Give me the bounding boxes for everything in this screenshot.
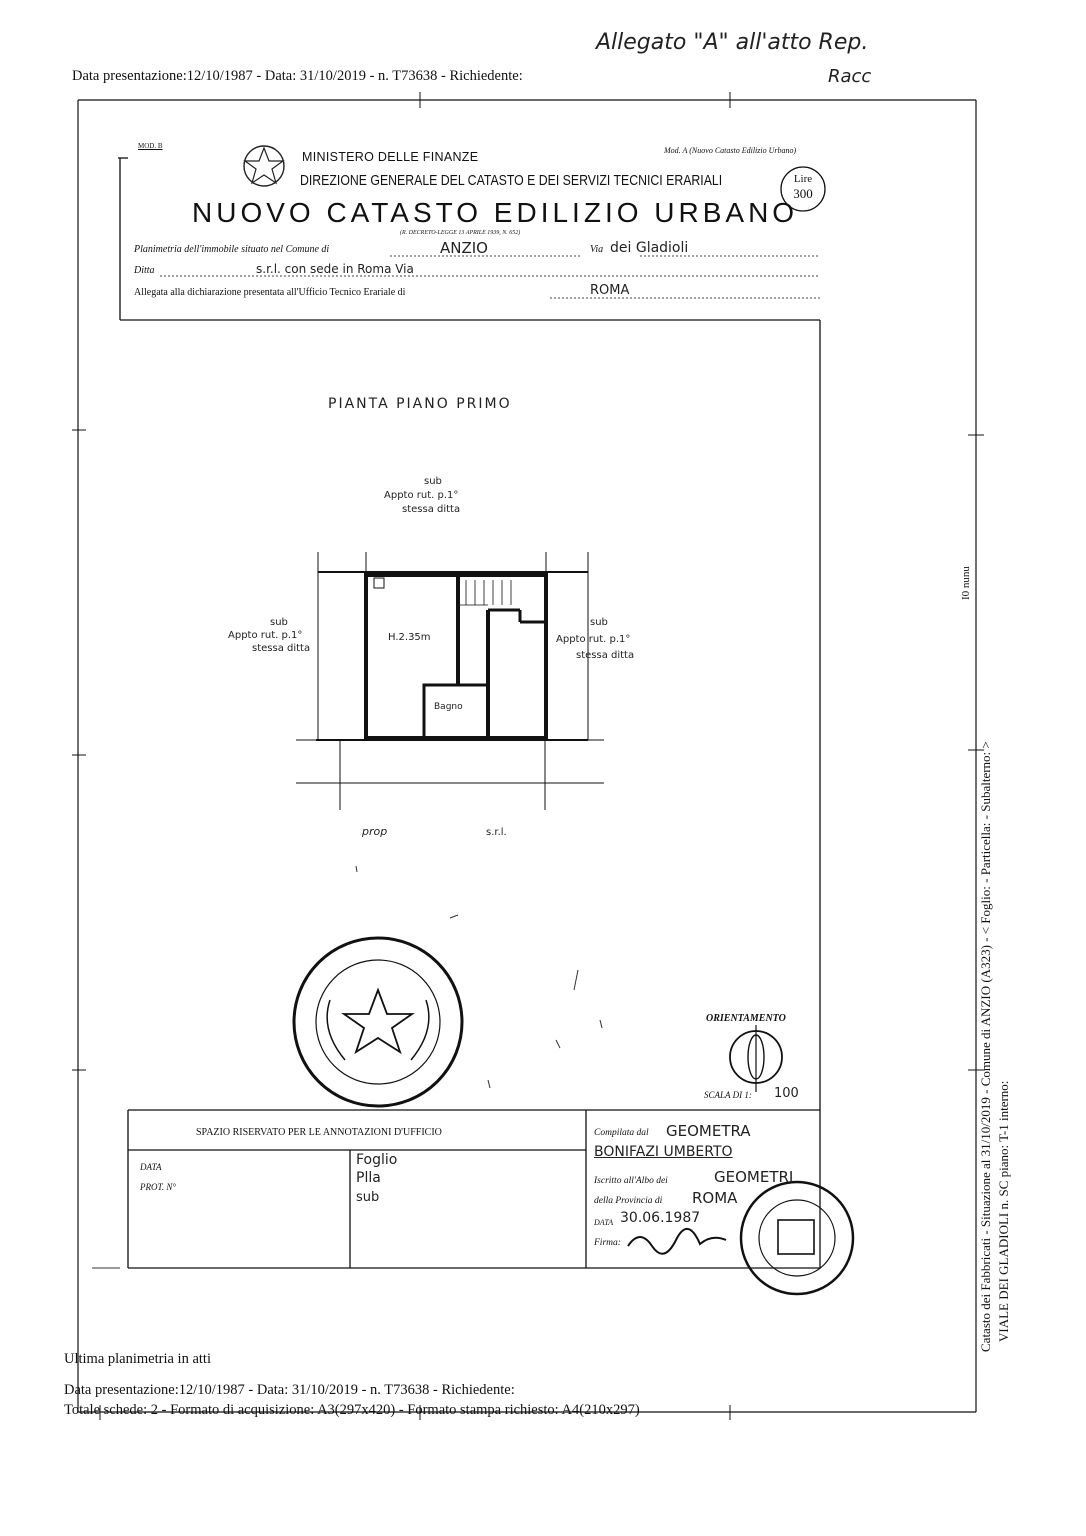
scale-value: 100 — [774, 1086, 799, 1101]
compiler-provincia-label: della Provincia di — [594, 1196, 663, 1206]
footer-last-plan: Ultima planimetria in atti — [64, 1351, 211, 1367]
footer-totals: Totale schede: 2 - Formato di acquisizione: A3(297x420) - Formato stampa richiesto: A4(210x297) — [64, 1402, 640, 1418]
room-height-label: H.2.35m — [388, 632, 431, 643]
compiler-data-value: 30.06.1987 — [620, 1210, 701, 1226]
compiler-albo-label: Iscritto all'Albo dei — [594, 1176, 668, 1186]
handwritten-annotation: Allegato "A" all'atto Rep. — [596, 30, 869, 55]
decree-note: (R. DECRETO-LEGGE 13 APRILE 1939, N. 652) — [400, 230, 521, 236]
office-header: SPAZIO RISERVATO PER LE ANNOTAZIONI D'UFFICIO — [196, 1127, 442, 1138]
side-address-line: VIALE DEI GLADIOLI n. SC piano: T-1 interno: — [996, 1080, 1011, 1342]
office-sub: sub — [356, 1190, 380, 1205]
south-label-2: s.r.l. — [486, 827, 507, 838]
republic-emblem — [244, 146, 284, 186]
west-label-1: sub — [270, 617, 288, 628]
office-plla: Plla — [356, 1170, 381, 1186]
side-small-note: I0 nunu — [960, 566, 972, 600]
compiler-compilata-value: GEOMETRA — [666, 1122, 751, 1140]
bathroom-label: Bagno — [434, 702, 463, 712]
pencil-marks — [92, 866, 602, 1268]
official-stamp — [294, 938, 462, 1106]
form-title: NUOVO CATASTO EDILIZIO URBANO — [192, 197, 799, 228]
north-label-2: Appto rut. p.1° — [384, 490, 459, 501]
field-ufficio-label: Allegata alla dichiarazione presentata all'Ufficio Tecnico Erariale di — [134, 287, 406, 298]
handwritten-annotation-2: Racc — [828, 66, 872, 87]
field-via-value: dei Gladioli — [610, 240, 689, 256]
compiler-firma-label: Firma: — [594, 1238, 621, 1248]
compiler-provincia-value: ROMA — [692, 1189, 738, 1207]
price-label: Lire — [793, 173, 813, 185]
office-prot-label: PROT. N° — [140, 1182, 176, 1192]
west-label-3: stessa ditta — [252, 643, 311, 654]
field-via-label: Via — [590, 244, 604, 255]
scale-label: SCALA DI 1: — [704, 1090, 752, 1100]
office-foglio: Foglio — [356, 1152, 398, 1168]
north-label-3: stessa ditta — [402, 504, 461, 515]
price-value: 300 — [793, 186, 813, 201]
signature-scribble — [628, 1229, 726, 1254]
field-ditta-value: s.r.l. con sede in Roma Via — [256, 262, 414, 276]
east-label-1: sub — [590, 617, 608, 628]
compiler-compilata-label: Compilata dal — [594, 1128, 649, 1138]
model-note: Mod. A (Nuovo Catasto Edilizio Urbano) — [664, 146, 797, 155]
ministry-name: MINISTERO DELLE FINANZE — [302, 150, 479, 164]
geometra-stamp — [741, 1182, 853, 1294]
compiler-name: BONIFAZI UMBERTO — [594, 1144, 733, 1160]
east-label-2: Appto rut. p.1° — [556, 634, 631, 645]
directorate-name: DIREZIONE GENERALE DEL CATASTO E DEI SERVIZI TECNICI ERARIALI — [300, 172, 723, 189]
north-label-1: sub — [424, 476, 442, 487]
plan-title: PIANTA PIANO PRIMO — [328, 396, 512, 412]
office-data-label: DATA — [140, 1162, 162, 1172]
form-frame — [118, 158, 820, 1268]
south-label-1: prop — [362, 825, 388, 838]
compiler-albo-value: GEOMETRI — [714, 1168, 794, 1186]
east-label-3: stessa ditta — [576, 650, 635, 661]
field-comune-label: Planimetria dell'immobile situato nel Comune di — [134, 244, 330, 255]
field-ditta-label: Ditta — [134, 265, 155, 276]
compiler-data-label: DATA — [594, 1218, 614, 1227]
field-ufficio-value: ROMA — [590, 283, 630, 298]
form-corner-label: MOD. B — [138, 142, 163, 150]
orientation-label: ORIENTAMENTO — [706, 1013, 786, 1024]
side-cadastre-line: Catasto dei Fabbricati - Situazione al 31/10/2019 - Comune di ANZIO (A323) - < Foglio: - Particella: - Subalterno: > — [978, 741, 993, 1352]
header-line: Data presentazione:12/10/1987 - Data: 31/10/2019 - n. T73638 - Richiedente: — [72, 68, 523, 84]
floor-plan — [296, 552, 604, 810]
field-comune-value: ANZIO — [440, 239, 488, 257]
footer-presentation: Data presentazione:12/10/1987 - Data: 31/10/2019 - n. T73638 - Richiedente: — [64, 1382, 515, 1398]
orientation-compass — [730, 1025, 782, 1092]
west-label-2: Appto rut. p.1° — [228, 630, 303, 641]
